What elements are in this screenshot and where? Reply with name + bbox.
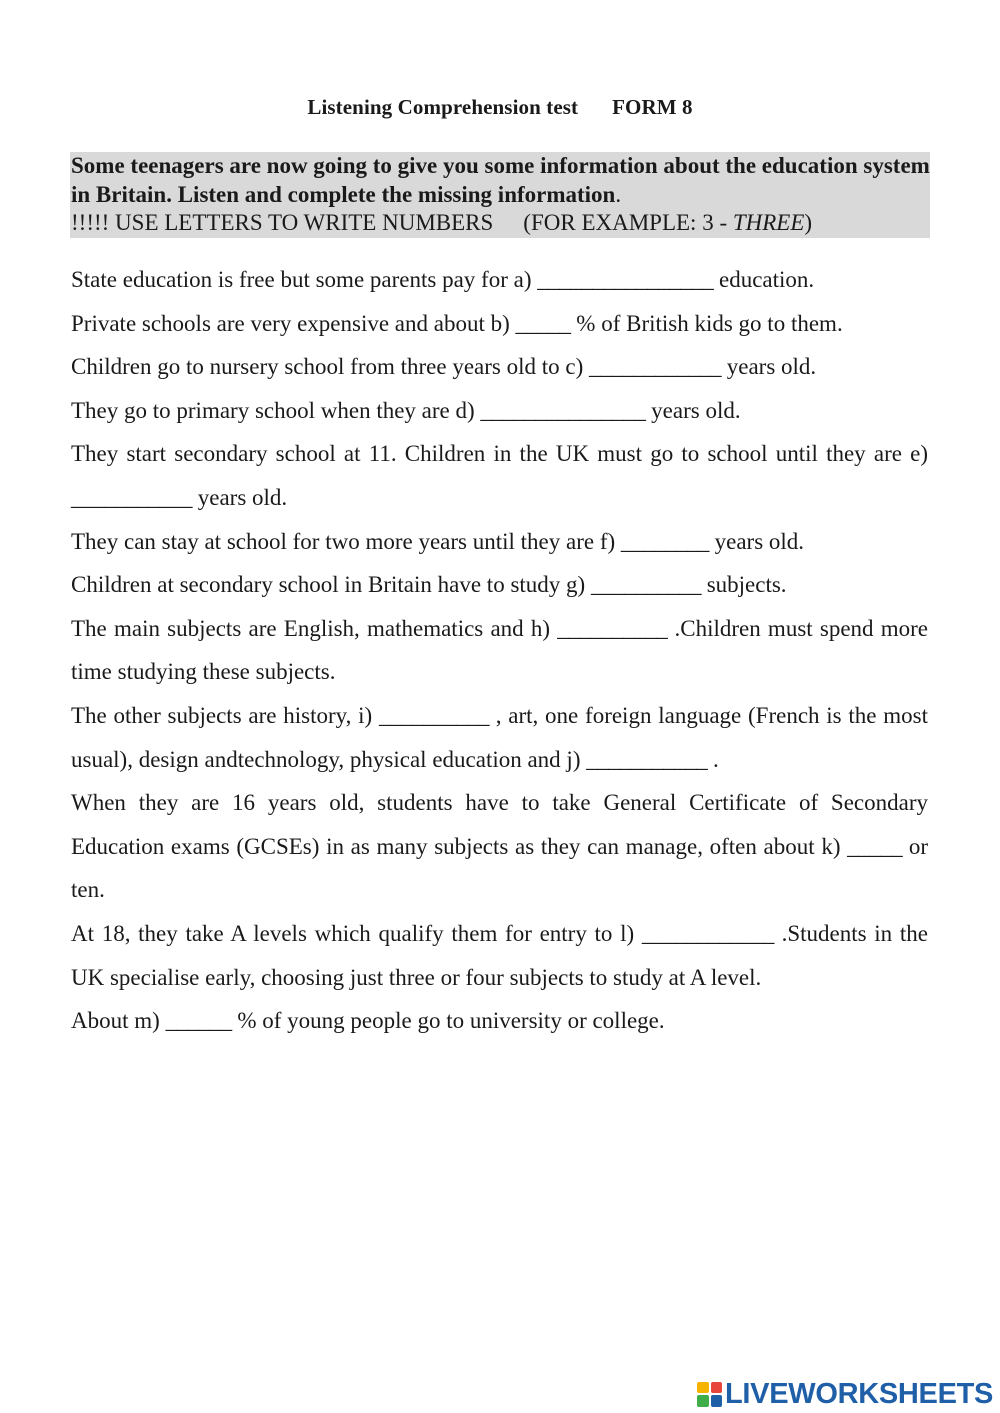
sentence-text: Children go to nursery school from three years old to c) bbox=[71, 354, 590, 380]
sentence-text: subjects. bbox=[700, 572, 787, 598]
sentence-text: They start secondary school at 11. Children in the UK must go to school until they are e) bbox=[71, 441, 928, 467]
instructions-text bbox=[71, 152, 930, 209]
blank-h[interactable]: __________ bbox=[557, 615, 668, 641]
sentence-text: education. bbox=[713, 267, 815, 292]
sentence-text: .Children must spend more time studying these subjects. bbox=[71, 615, 929, 685]
sentence-text: years old. bbox=[708, 528, 805, 554]
sentence-text: years old. bbox=[721, 354, 817, 380]
sentence-text: % of British kids go to them. bbox=[570, 310, 843, 336]
sentence-c bbox=[71, 345, 928, 389]
blank-m[interactable]: ______ bbox=[165, 1008, 232, 1034]
sentence-text: % of young people go to university or college. bbox=[231, 1008, 665, 1034]
instructions-note bbox=[71, 209, 930, 238]
sentence-text: Private schools are very expensive and about b) bbox=[71, 310, 516, 336]
sentence-text: At 18, they take A levels which qualify them for entry to l) bbox=[71, 920, 642, 946]
logo-square-3 bbox=[697, 1395, 709, 1407]
sentence-e bbox=[71, 432, 928, 519]
logo-square-4 bbox=[711, 1395, 723, 1407]
sentence-text: The other subjects are history, i) bbox=[71, 702, 379, 728]
sentence-k bbox=[71, 781, 928, 912]
logo-square-1 bbox=[697, 1382, 709, 1394]
sentence-text: .Students in the UK specialise early, choosing just three or four subjects to study at A level. bbox=[71, 920, 928, 990]
sentence-h bbox=[71, 607, 928, 694]
example-suffix: ) bbox=[804, 210, 813, 235]
sentence-d bbox=[71, 389, 928, 433]
logo-text: LIVEWORKSHEETS bbox=[725, 1377, 994, 1410]
sentence-text: Children at secondary school in Britain have to study g) bbox=[71, 572, 591, 598]
sentence-text: years old. bbox=[645, 397, 741, 423]
example-word: THREE bbox=[732, 210, 805, 235]
test-title: Listening Comprehension test bbox=[307, 95, 579, 119]
sentence-text: years old. bbox=[192, 484, 288, 510]
blank-b[interactable]: _____ bbox=[515, 310, 571, 336]
liveworksheets-logo-icon bbox=[697, 1382, 722, 1407]
sentence-text: When they are 16 years old, students have to take General Certificate of Secondary Education exams (GCSEs) in as many subjects as they can manage, often about k) bbox=[71, 790, 928, 859]
blank-g[interactable]: __________ bbox=[590, 572, 701, 598]
sentence-text: They can stay at school for two more years until they are f) bbox=[71, 528, 621, 554]
liveworksheets-logo bbox=[697, 1376, 993, 1412]
sentence-a bbox=[71, 258, 928, 302]
sentence-text: or ten. bbox=[71, 833, 928, 903]
blank-j[interactable]: ___________ bbox=[586, 746, 708, 772]
blank-e[interactable]: ___________ bbox=[71, 484, 192, 510]
sentence-i-j bbox=[71, 694, 928, 781]
blank-c[interactable]: ____________ bbox=[589, 354, 722, 380]
blank-i[interactable]: __________ bbox=[379, 702, 489, 728]
example-text bbox=[523, 210, 812, 235]
sentence-b bbox=[71, 302, 928, 346]
sentence-m bbox=[71, 999, 928, 1043]
blank-a[interactable]: ________________ bbox=[537, 267, 714, 292]
sentence-g bbox=[71, 563, 928, 607]
sentence-l bbox=[71, 912, 928, 999]
example-prefix: (FOR EXAMPLE: 3 - bbox=[523, 210, 733, 235]
instructions-bold: Some teenagers are now going to give you some information about the education system in Britain. Listen and complete the missing information bbox=[71, 153, 930, 207]
sentence-text: The main subjects are English, mathematics and h) bbox=[71, 615, 558, 641]
sentence-f bbox=[71, 520, 928, 564]
instructions-period: . bbox=[615, 181, 622, 207]
page-title bbox=[0, 95, 1000, 120]
note-text: !!!!! USE LETTERS TO WRITE NUMBERS bbox=[71, 210, 494, 235]
blank-l[interactable]: ____________ bbox=[641, 920, 774, 946]
logo-square-2 bbox=[711, 1382, 723, 1394]
sentence-text: They go to primary school when they are d) bbox=[71, 397, 481, 423]
sentence-text: About m) bbox=[71, 1008, 166, 1034]
sentence-text: . bbox=[707, 746, 719, 772]
blank-f[interactable]: ________ bbox=[620, 528, 709, 554]
blank-k[interactable]: _____ bbox=[847, 833, 903, 859]
sentence-text: State education is free but some parents pay for a) bbox=[71, 267, 538, 292]
blank-d[interactable]: _______________ bbox=[480, 397, 646, 423]
instructions-box bbox=[70, 152, 930, 238]
sentence-text: , art, one foreign language (French is the most usual), design andtechnology, physical education and j) bbox=[71, 702, 928, 772]
exercise-body bbox=[71, 258, 928, 1043]
form-label: FORM 8 bbox=[612, 95, 693, 119]
